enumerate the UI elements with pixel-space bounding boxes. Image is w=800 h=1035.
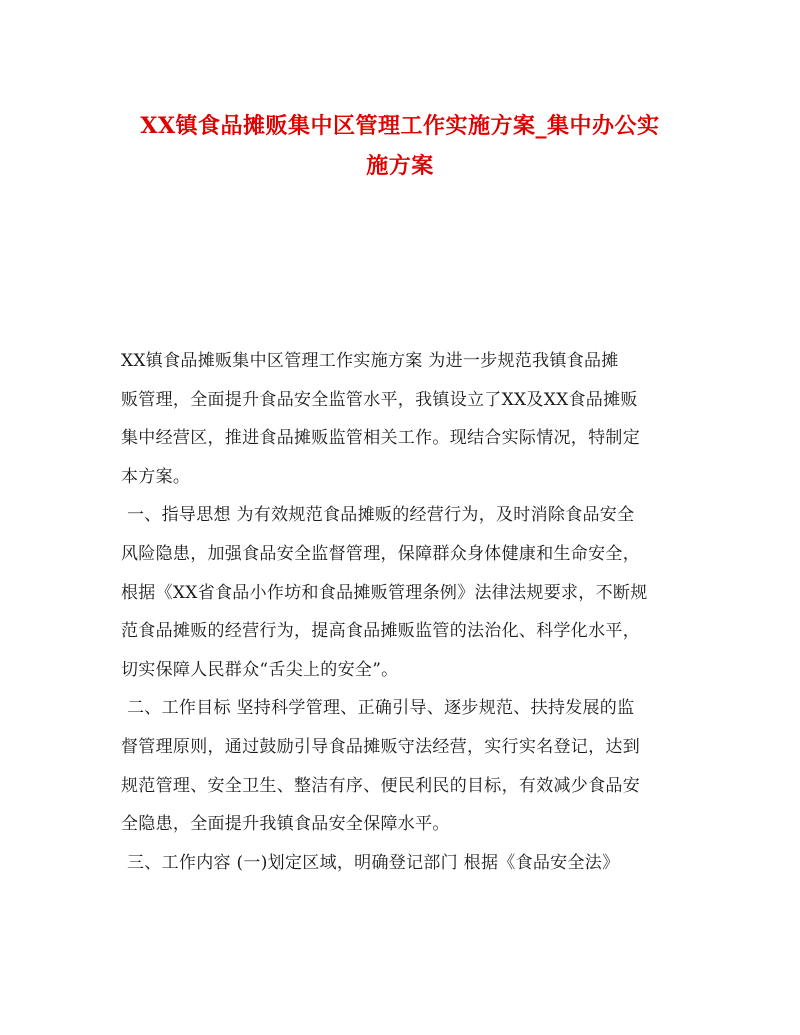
body-line: 切实保障人民群众“舌尖上的安全”。 [121, 659, 399, 680]
body-line: 风险隐患，加强食品安全监督管理，保障群众身体健康和生命安全， [121, 543, 640, 564]
section-heading-line: 一、指导思想 为有效规范食品摊贩的经营行为，及时消除食品安全 [127, 505, 635, 526]
body-line: 集中经营区，推进食品摊贩监管相关工作。现结合实际情况，特制定 [121, 428, 640, 449]
body-line: 全隐患，全面提升我镇食品安全保障水平。 [121, 814, 450, 835]
body-line: 督管理原则，通过鼓励引导食品摊贩守法经营，实行实名登记，达到 [121, 736, 640, 757]
body-line: 范食品摊贩的经营行为，提高食品摊贩监管的法治化、科学化水平， [121, 621, 640, 642]
document-body [121, 342, 691, 882]
body-line: 规范管理、安全卫生、整洁有序、便民利民的目标，有效减少食品安 [121, 775, 640, 796]
body-line: 根据《XX省食品小作坊和食品摊贩管理条例》法律法规要求，不断规 [121, 582, 648, 603]
title-line-2: 施方案 [366, 153, 434, 179]
section-heading-line: 二、工作目标 坚持科学管理、正确引导、逐步规范、扶持发展的监 [127, 698, 635, 719]
section-heading-line: 三、工作内容 (一)划定区域，明确登记部门 根据《食品安全法》 [127, 852, 620, 873]
document-title [110, 106, 690, 186]
title-line-1: XX镇食品摊贩集中区管理工作实施方案_集中办公实 [140, 113, 660, 139]
body-line: XX镇食品摊贩集中区管理工作实施方案 为进一步规范我镇食品摊 [121, 351, 619, 371]
body-line: 本方案。 [121, 466, 191, 487]
body-line: 贩管理，全面提升食品安全监管水平，我镇设立了XX及XX食品摊贩 [121, 389, 638, 410]
